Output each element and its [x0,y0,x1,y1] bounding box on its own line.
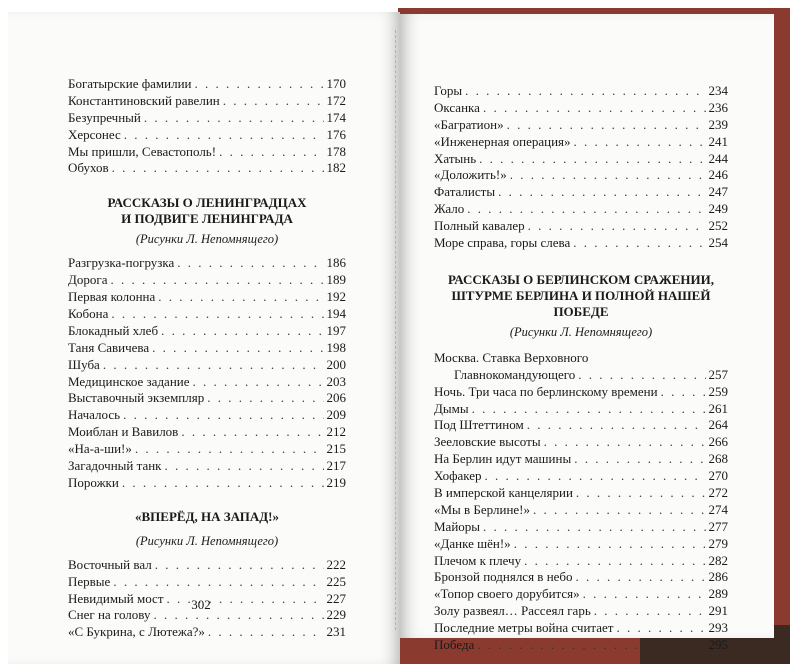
toc-entry-page: 289 [708,586,728,602]
toc-entry-page: 254 [708,235,728,251]
leader-dots [112,160,324,177]
toc-entry [68,424,346,441]
section-heading: «ВПЕРЁД, НА ЗАПАД!» [135,508,279,524]
toc-entry-title: «Мы в Берлине!» [434,501,530,517]
toc-entry-page: 257 [708,366,728,382]
toc-entry-page: 244 [708,150,728,166]
toc-entry-page: 225 [326,573,346,589]
toc-entry-title: Моиблан и Вавилов [68,424,179,440]
toc-entry-title: «На-а-ши!» [68,441,132,457]
toc-entry-title: Ночь. Три часа по берлинскому времени [434,383,658,399]
section-heading: РАССКАЗЫ О БЕРЛИНСКОМ СРАЖЕНИИ, [448,271,714,287]
toc-entry-title: Дорога [68,272,108,288]
toc-entry [434,401,728,418]
leader-dots [527,417,706,434]
toc-entry-title: Разгрузка-погрузка [68,255,175,271]
toc-entry-title: «Данке шён!» [434,535,511,551]
toc-entry-title: «С Букрина, с Лютежа?» [68,624,205,640]
toc-entry [68,76,346,93]
toc-entry [68,407,346,424]
leader-dots [594,603,706,620]
toc-entry-page: 295 [708,637,728,653]
toc-entry-page: 219 [326,474,346,490]
section-illustrator: (Рисунки Л. Непомнящего) [135,533,279,548]
toc-entry [434,468,728,485]
toc-entry-title: Кобона [68,306,109,322]
toc-entry [434,167,728,184]
toc-entry-title: Таня Савичева [68,339,150,355]
toc-entry [434,201,728,218]
toc-entry [68,340,346,357]
toc-entry [434,83,728,100]
toc-entry-title: Порожки [68,474,119,490]
leader-dots [110,272,323,289]
toc-entry-page: 239 [708,116,728,132]
toc-entry [68,272,346,289]
toc-block [68,255,346,491]
toc-entry [434,485,728,502]
toc-entry-page: 231 [326,624,346,640]
toc-entry-page: 209 [326,407,346,423]
toc-entry-page: 206 [326,390,346,406]
toc-entry-page: 172 [326,92,346,108]
toc-entry-title: Горы [434,83,463,98]
toc-entry-title: Медицинское задание [68,373,190,389]
toc-entry-title: Восточный вал [68,556,152,572]
toc-entry-title: Зееловские высоты [434,434,541,450]
toc-entry-page: 236 [708,99,728,115]
toc-entry-title: Плечом к плечу [434,552,522,568]
toc-entry [434,603,728,620]
toc-entry [68,475,346,492]
toc-entry [434,117,728,134]
toc-entry [68,357,346,374]
leader-dots [111,306,323,323]
toc-entry-title: Снег на голову [68,607,151,623]
toc-entry [434,569,728,586]
toc-entry-title: Первые [68,573,111,589]
toc-entry-page: 194 [326,306,346,322]
section-illustrator: (Рисунки Л. Непомнящего) [135,232,279,247]
toc-entry-page: 197 [326,322,346,338]
toc-entry [68,144,346,161]
toc-entry-title: Богатырские фамилии [68,76,192,91]
toc-entry-page: 170 [326,76,346,91]
leader-dots [576,569,706,586]
leader-dots [524,553,705,570]
toc-entry-page: 212 [326,424,346,440]
leader-dots [507,117,706,134]
toc-entry-page: 261 [708,400,728,416]
toc-entry [434,417,728,434]
toc-entry-title: Дымы [434,400,469,416]
leader-dots [144,110,324,127]
toc-entry [434,184,728,201]
leader-dots [123,407,323,424]
toc-entry [68,289,346,306]
toc-entry-page: 186 [326,255,346,271]
toc-entry-title: Выставочный экземпляр [68,390,205,406]
leader-dots [223,93,324,110]
toc-entry-page: 246 [708,167,728,183]
toc-entry-title: Хатынь [434,150,477,166]
toc-entry-page: 266 [708,434,728,450]
page-number: 302 [191,597,211,612]
leader-dots [514,536,706,553]
toc-entry-page: 277 [708,518,728,534]
leader-dots [510,167,706,184]
toc-entry-page: 293 [708,620,728,636]
toc-entry [68,323,346,340]
leader-dots [583,586,706,603]
toc-entry-page: 249 [708,201,728,217]
leader-dots [574,451,705,468]
toc-entry-title: Мы пришли, Севастополь! [68,143,217,159]
toc-entry [434,586,728,603]
toc-entry [434,519,728,536]
right-toc-column [434,83,728,654]
section-illustrator: (Рисунки Л. Непомнящего) [509,324,653,339]
leader-dots [177,255,323,272]
toc-entry [434,536,728,553]
toc-entry [68,93,346,110]
leader-dots [193,374,324,391]
toc-entry [434,553,728,570]
leader-dots [152,340,323,357]
toc-entry-page: 241 [708,133,728,149]
toc-entry-page: 174 [326,109,346,125]
toc-entry [68,390,346,407]
leader-dots [498,184,705,201]
toc-entry-title: В имперской канцелярии [434,485,573,501]
toc-entry-page: 268 [708,451,728,467]
toc-entry [68,160,346,177]
toc-entry-title: Началось [68,407,121,423]
toc-entry-title: На Берлин идут машины [434,451,572,467]
toc-entry-title: Последние метры война считает [434,620,614,636]
toc-entry-page: 182 [326,160,346,176]
toc-entry-page: 176 [326,126,346,142]
toc-entry-title: Константиновский равелин [68,92,220,108]
toc-entry-page: 215 [326,441,346,457]
leader-dots [207,390,323,407]
leader-dots [135,441,324,458]
toc-entry [68,574,346,591]
leader-dots [158,289,323,306]
toc-entry-page: 200 [326,356,346,372]
toc-entry-title: Оксанка [434,99,480,115]
toc-entry [68,110,346,127]
leader-dots [472,401,706,418]
toc-entry-title: «Инженерная операция» [434,133,571,149]
toc-entry-title: Бронзой поднялся в небо [434,569,573,585]
leader-dots [161,323,323,340]
leader-dots [661,384,706,401]
book-spine [395,30,400,630]
toc-entry-title: Загадочный танк [68,458,162,474]
leader-dots [155,557,324,574]
toc-entry-title: Майоры [434,518,481,534]
toc-entry-title: Невидимый мост [68,590,164,606]
leader-dots [219,144,323,161]
leader-dots [574,134,706,151]
toc-entry-title: Полный кавалер [434,218,525,234]
toc-entry [434,134,728,151]
toc-entry [434,620,728,637]
toc-entry-page: 198 [326,339,346,355]
toc-entry [434,100,728,117]
toc-entry-page: 203 [326,373,346,389]
toc-entry-title: Шуба [68,356,100,372]
toc-entry [434,151,728,168]
left-toc-column [68,76,346,641]
toc-entry [68,374,346,391]
leader-dots [528,218,706,235]
toc-entry-page: 279 [708,535,728,551]
toc-entry-page: 291 [708,603,728,619]
toc-entry-title: Блокадный хлеб [68,322,159,338]
toc-entry-title: Под Штеттином [434,417,524,433]
toc-entry-page: 189 [326,272,346,288]
toc-entry [434,218,728,235]
toc-entry-title: «Доложить!» [434,167,507,183]
leader-dots [122,475,324,492]
toc-entry-title: Главнокомандующего [454,366,576,382]
toc-entry-page: 252 [708,218,728,234]
toc-entry-title: «Багратион» [434,116,504,132]
leader-dots [485,468,706,485]
toc-entry-page: 247 [708,184,728,200]
leader-dots [479,151,705,168]
toc-entry [434,384,728,401]
toc-entry [68,306,346,323]
toc-block [434,83,728,252]
leader-dots [208,624,324,641]
leader-dots [578,367,705,384]
toc-entry [434,367,728,384]
toc-entry-page: 264 [708,417,728,433]
toc-entry-page: 270 [708,468,728,484]
leader-dots [181,424,323,441]
toc-entry-page: 274 [708,501,728,517]
toc-entry-title: Море справа, горы слева [434,235,571,251]
leader-dots [576,485,706,502]
toc-entry-title: Москва. Ставка Верховного [434,349,589,365]
section-heading: РАССКАЗЫ О ЛЕНИНГРАДЦАХ [107,195,307,211]
toc-entry-title: Хофакер [434,468,482,484]
section-heading: И ПОДВИГЕ ЛЕНИНГРАДА [121,211,293,227]
toc-entry-title: Жало [434,201,465,217]
toc-entry-page: 227 [326,590,346,606]
leader-dots [113,574,323,591]
toc-block [434,384,728,654]
toc-entry-page: 178 [326,143,346,159]
toc-entry [434,434,728,451]
leader-dots [573,235,705,252]
toc-entry-page: 234 [708,83,728,98]
leader-dots [465,83,705,100]
toc-entry [434,502,728,519]
toc-entry-page: 272 [708,485,728,501]
leader-dots [467,201,705,218]
leader-dots [477,637,705,654]
leader-dots [617,620,706,637]
toc-entry-title: Победа [434,637,475,653]
toc-entry [68,458,346,475]
toc-entry [68,624,346,641]
toc-entry-page: 217 [326,458,346,474]
leader-dots [124,127,324,144]
toc-entry-page: 282 [708,552,728,568]
toc-entry [68,255,346,272]
toc-entry-page: 192 [326,289,346,305]
toc-entry-page: 259 [708,383,728,399]
toc-entry [434,235,728,252]
toc-entry-title: Обухов [68,160,109,176]
leader-dots [544,434,706,451]
leader-dots [483,100,706,117]
toc-entry [68,127,346,144]
toc-entry-page: 222 [326,556,346,572]
toc-block [68,76,346,177]
leader-dots [195,76,324,93]
leader-dots [533,502,706,519]
toc-entry-page: 286 [708,569,728,585]
toc-entry-title: Безупречный [68,109,141,125]
toc-entry [434,451,728,468]
toc-entry-page: 229 [326,607,346,623]
toc-entry-title: Золу развеял… Рассеял гарь [434,603,591,619]
leader-dots [483,519,705,536]
leader-dots [164,458,323,475]
toc-entry [68,441,346,458]
toc-entry [68,557,346,574]
toc-entry-title: Первая колонна [68,289,156,305]
leader-dots [103,357,324,374]
toc-entry-title: Фаталисты [434,184,496,200]
toc-entry [434,637,728,654]
toc-entry-title: «Топор своего дорубится» [434,586,580,602]
section-heading: ШТУРМЕ БЕРЛИНА И ПОЛНОЙ НАШЕЙ ПОБЕДЕ [451,287,711,319]
toc-entry-title: Херсонес [68,126,121,142]
